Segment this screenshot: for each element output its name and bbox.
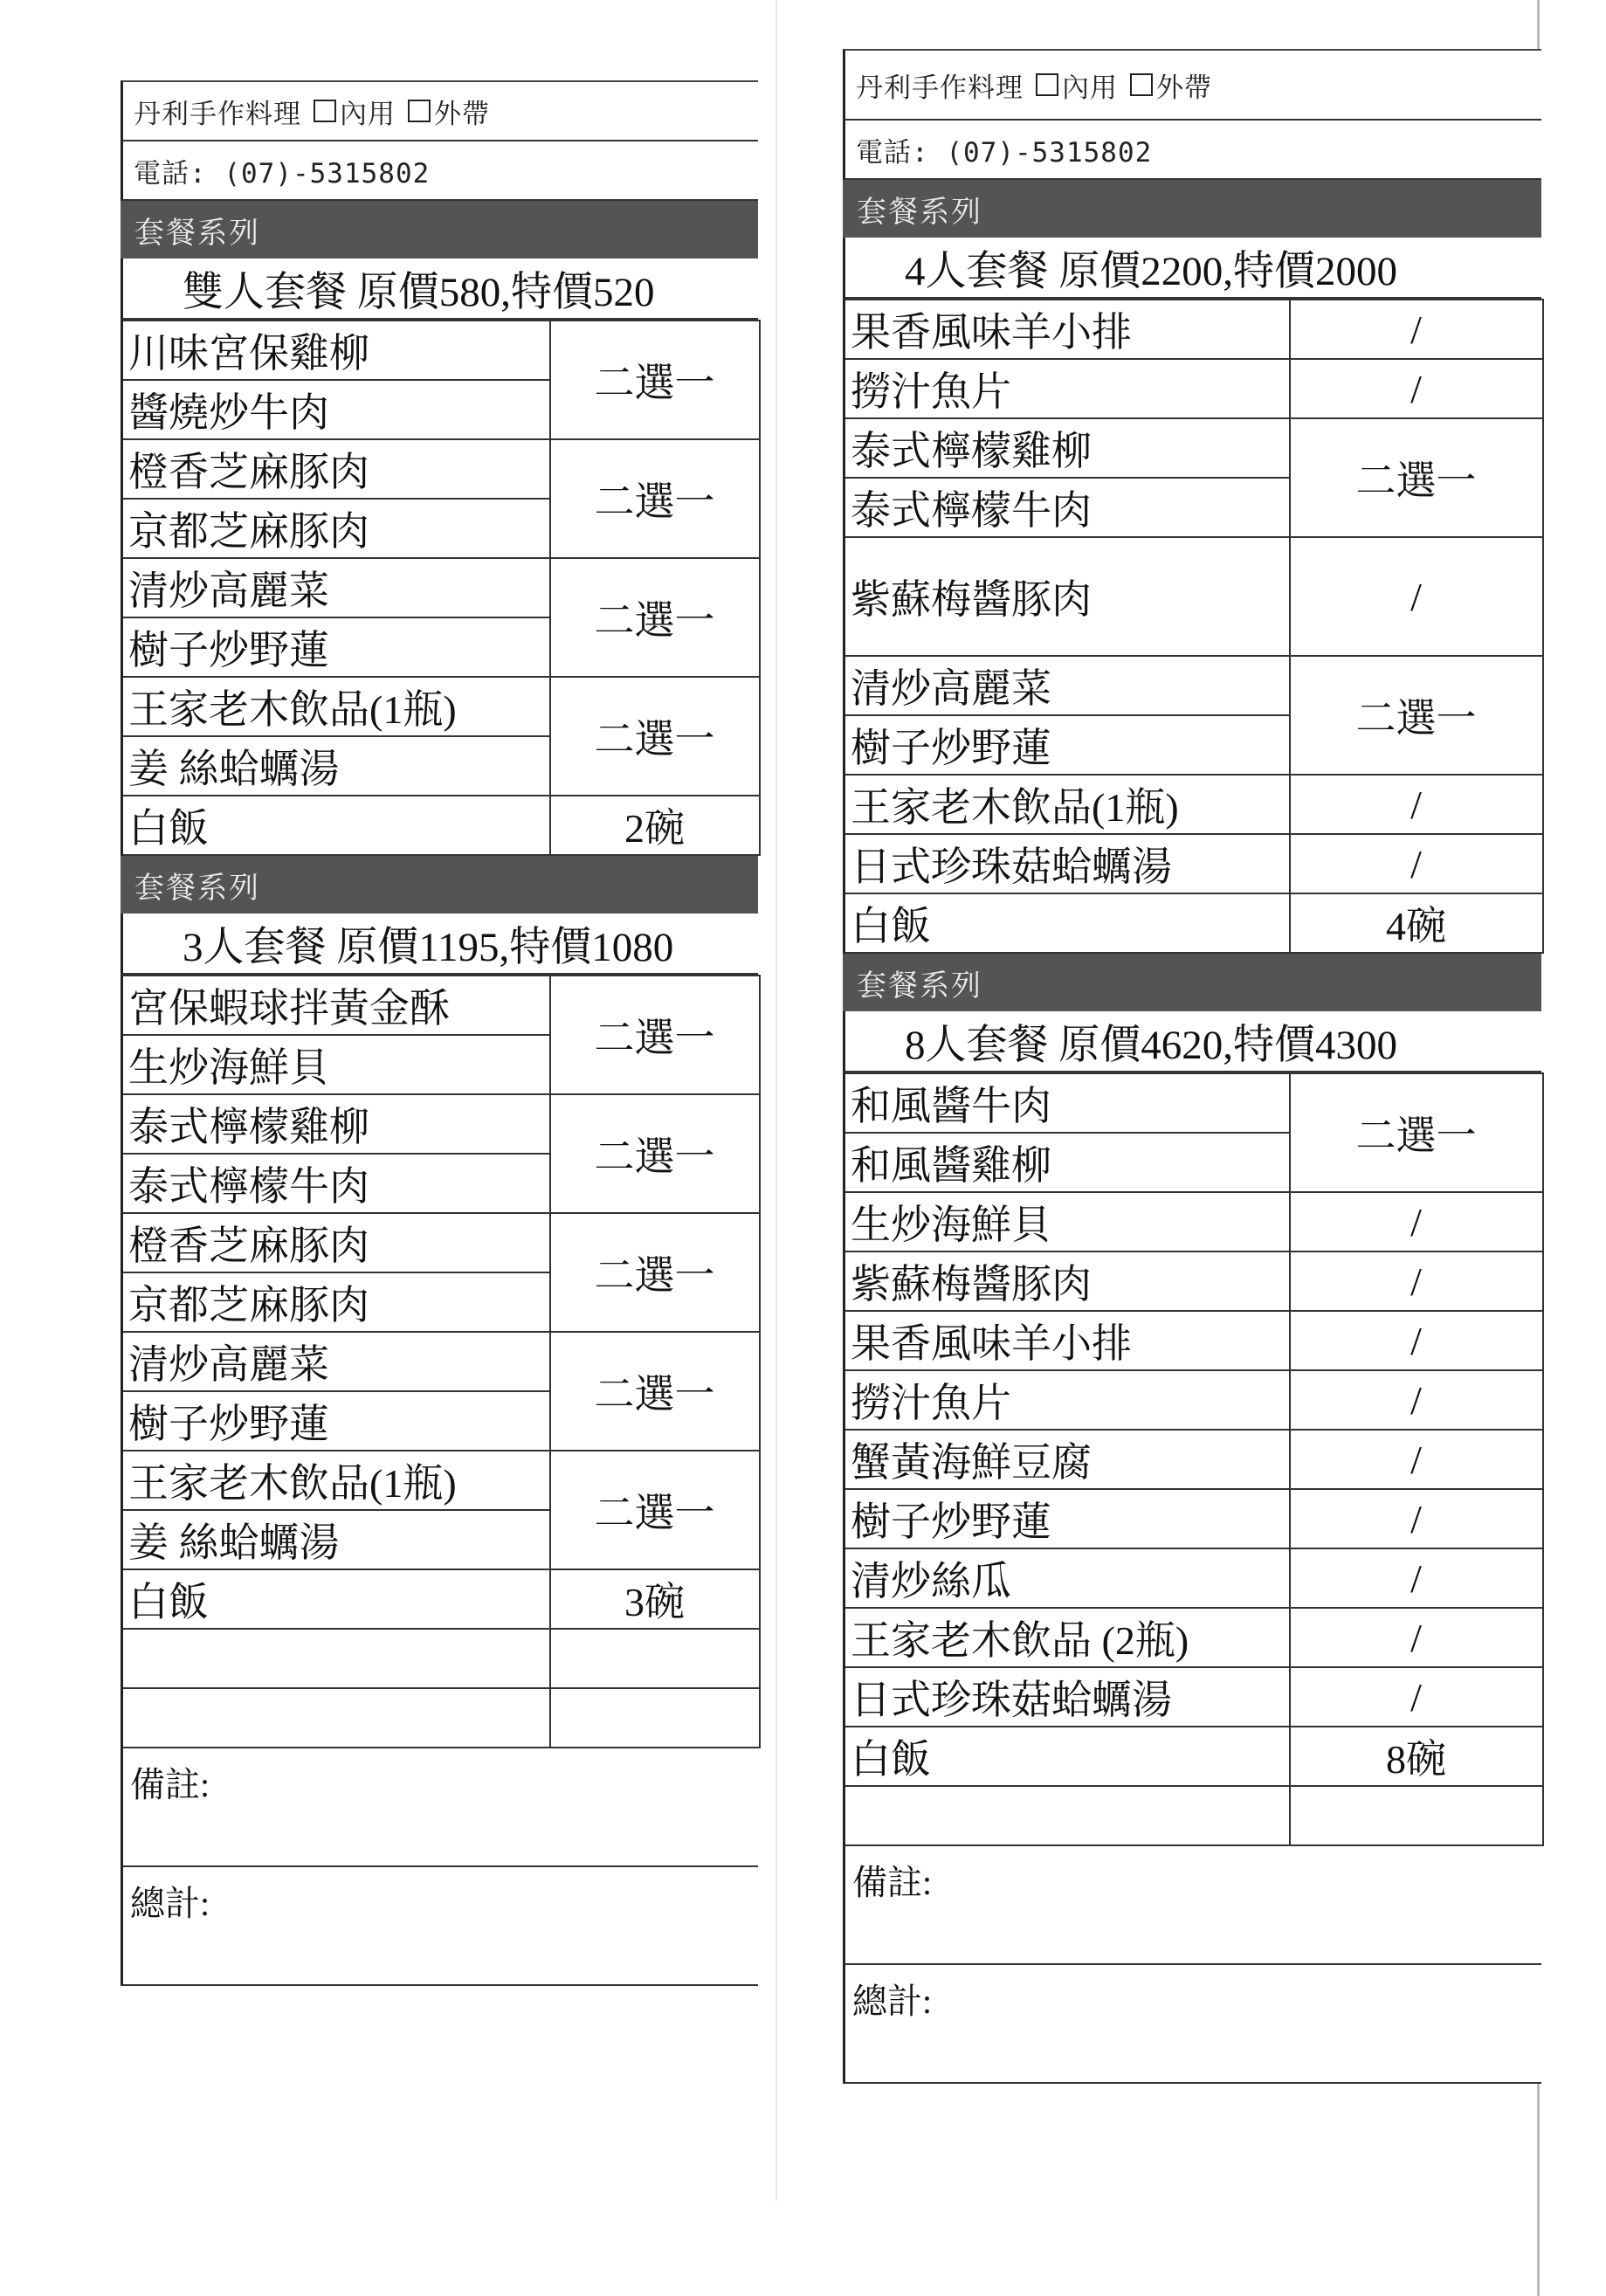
total-field[interactable] <box>843 1965 1541 2084</box>
phone-row <box>843 121 1541 180</box>
choice-cell: 二選一 <box>1290 1073 1543 1192</box>
menu-item: 泰式檸檬牛肉 <box>844 478 1290 537</box>
shop-name: 丹利手作料理 <box>856 72 1024 104</box>
phone-text: 電話: (07)-5315802 <box>134 157 431 190</box>
rice-item: 白飯 <box>844 893 1290 953</box>
blank-row[interactable] <box>122 1688 550 1748</box>
menu-item: 果香風味羊小排 <box>844 300 1290 359</box>
menu-item: 王家老木飲品(1瓶) <box>122 677 550 736</box>
set-title-four: 4人套餐 原價2200,特價2000 <box>843 238 1541 299</box>
rice-qty: 4碗 <box>1290 893 1543 953</box>
menu-table-three <box>121 975 761 1748</box>
choice-cell: 二選一 <box>550 1332 760 1451</box>
slash-cell: / <box>1290 300 1543 359</box>
slash-cell: / <box>1290 1548 1543 1608</box>
menu-item: 果香風味羊小排 <box>844 1311 1290 1370</box>
menu-item: 紫蘇梅醬豚肉 <box>844 1251 1290 1311</box>
phone-row <box>121 141 758 201</box>
blank-row[interactable] <box>122 1629 550 1688</box>
menu-item: 泰式檸檬雞柳 <box>844 418 1290 478</box>
notes-field[interactable] <box>121 1748 758 1867</box>
blank-cell[interactable] <box>550 1629 760 1688</box>
notes-label: 備註: <box>130 1765 210 1804</box>
menu-item: 王家老木飲品(1瓶) <box>844 775 1290 834</box>
rice-item: 白飯 <box>122 796 550 855</box>
shop-header <box>843 49 1541 121</box>
total-label: 總計: <box>852 1982 933 2021</box>
section-bar: 套餐系列 <box>121 201 758 259</box>
menu-item: 和風醬雞柳 <box>844 1133 1290 1192</box>
choice-cell: 二選一 <box>550 1451 760 1569</box>
menu-item: 和風醬牛肉 <box>844 1073 1290 1133</box>
menu-item: 川味宮保雞柳 <box>122 321 550 380</box>
menu-item: 泰式檸檬雞柳 <box>122 1094 550 1154</box>
rice-qty: 2碗 <box>550 796 760 855</box>
rice-qty: 3碗 <box>550 1569 760 1629</box>
rice-qty: 8碗 <box>1290 1727 1543 1786</box>
menu-item: 宮保蝦球拌黃金酥 <box>122 976 550 1035</box>
slash-cell: / <box>1290 775 1543 834</box>
choice-cell: 二選一 <box>1290 656 1543 775</box>
menu-item: 清炒高麗菜 <box>122 1332 550 1391</box>
set-title-eight: 8人套餐 原價4620,特價4300 <box>843 1011 1541 1072</box>
slash-cell: / <box>1290 1251 1543 1311</box>
menu-item: 日式珍珠菇蛤蠣湯 <box>844 1667 1290 1727</box>
menu-item: 生炒海鮮貝 <box>844 1192 1290 1251</box>
choice-cell: 二選一 <box>550 1094 760 1213</box>
menu-item: 樹子炒野蓮 <box>122 617 550 677</box>
rice-item: 白飯 <box>122 1569 550 1629</box>
slash-cell: / <box>1290 1370 1543 1430</box>
section-bar: 套餐系列 <box>121 856 758 914</box>
section-bar: 套餐系列 <box>843 954 1541 1011</box>
menu-item: 京都芝麻豚肉 <box>122 499 550 558</box>
phone-text: 電話: (07)-5315802 <box>856 136 1153 169</box>
menu-item: 醬燒炒牛肉 <box>122 380 550 439</box>
menu-item: 撈汁魚片 <box>844 359 1290 418</box>
slash-cell: / <box>1290 1489 1543 1548</box>
order-sheet-right <box>843 49 1541 2084</box>
total-label: 總計: <box>130 1884 210 1923</box>
fold-line <box>775 0 777 2201</box>
menu-item: 王家老木飲品 (2瓶) <box>844 1608 1290 1667</box>
menu-item: 清炒絲瓜 <box>844 1548 1290 1608</box>
shop-header <box>121 80 758 141</box>
menu-item: 紫蘇梅醬豚肉 <box>844 537 1290 656</box>
rice-item: 白飯 <box>844 1727 1290 1786</box>
set-title-three: 3人套餐 原價1195,特價1080 <box>121 914 758 975</box>
menu-item: 橙香芝麻豚肉 <box>122 1213 550 1272</box>
menu-item: 樹子炒野蓮 <box>122 1391 550 1451</box>
slash-cell: / <box>1290 537 1543 656</box>
choice-cell: 二選一 <box>550 976 760 1094</box>
notes-label: 備註: <box>852 1863 933 1902</box>
menu-item: 清炒高麗菜 <box>122 558 550 617</box>
section-bar: 套餐系列 <box>843 180 1541 238</box>
blank-cell[interactable] <box>1290 1786 1543 1845</box>
take-out-checkbox[interactable] <box>1130 73 1153 96</box>
menu-item: 清炒高麗菜 <box>844 656 1290 715</box>
set-title-two: 雙人套餐 原價580,特價520 <box>121 259 758 320</box>
menu-item: 姜 絲蛤蠣湯 <box>122 736 550 796</box>
menu-table-two <box>121 320 761 856</box>
menu-item: 京都芝麻豚肉 <box>122 1272 550 1332</box>
menu-item: 生炒海鮮貝 <box>122 1035 550 1094</box>
take-out-label: 外帶 <box>1156 72 1212 104</box>
notes-field[interactable] <box>843 1846 1541 1965</box>
take-out-label: 外帶 <box>434 98 490 130</box>
slash-cell: / <box>1290 1667 1543 1727</box>
choice-cell: 二選一 <box>550 439 760 558</box>
slash-cell: / <box>1290 1192 1543 1251</box>
menu-item: 日式珍珠菇蛤蠣湯 <box>844 834 1290 893</box>
slash-cell: / <box>1290 1430 1543 1489</box>
choice-cell: 二選一 <box>1290 418 1543 537</box>
menu-item: 蟹黃海鮮豆腐 <box>844 1430 1290 1489</box>
dine-in-label: 內用 <box>340 98 396 130</box>
menu-item: 撈汁魚片 <box>844 1370 1290 1430</box>
slash-cell: / <box>1290 1311 1543 1370</box>
dine-in-checkbox[interactable] <box>1036 73 1058 96</box>
choice-cell: 二選一 <box>550 677 760 796</box>
menu-item: 姜 絲蛤蠣湯 <box>122 1510 550 1569</box>
choice-cell: 二選一 <box>550 558 760 677</box>
total-field[interactable] <box>121 1867 758 1986</box>
take-out-checkbox[interactable] <box>408 100 431 122</box>
slash-cell: / <box>1290 834 1543 893</box>
menu-item: 樹子炒野蓮 <box>844 1489 1290 1548</box>
menu-table-four <box>843 299 1544 954</box>
order-sheet-left <box>121 80 758 1986</box>
menu-item: 樹子炒野蓮 <box>844 715 1290 775</box>
slash-cell: / <box>1290 359 1543 418</box>
slash-cell: / <box>1290 1608 1543 1667</box>
choice-cell: 二選一 <box>550 321 760 439</box>
dine-in-label: 內用 <box>1062 72 1118 104</box>
menu-table-eight <box>843 1072 1544 1846</box>
blank-cell[interactable] <box>550 1688 760 1748</box>
menu-item: 泰式檸檬牛肉 <box>122 1154 550 1213</box>
menu-item: 橙香芝麻豚肉 <box>122 439 550 499</box>
dine-in-checkbox[interactable] <box>314 100 336 122</box>
menu-item: 王家老木飲品(1瓶) <box>122 1451 550 1510</box>
shop-name: 丹利手作料理 <box>134 98 301 130</box>
choice-cell: 二選一 <box>550 1213 760 1332</box>
blank-row[interactable] <box>844 1786 1290 1845</box>
